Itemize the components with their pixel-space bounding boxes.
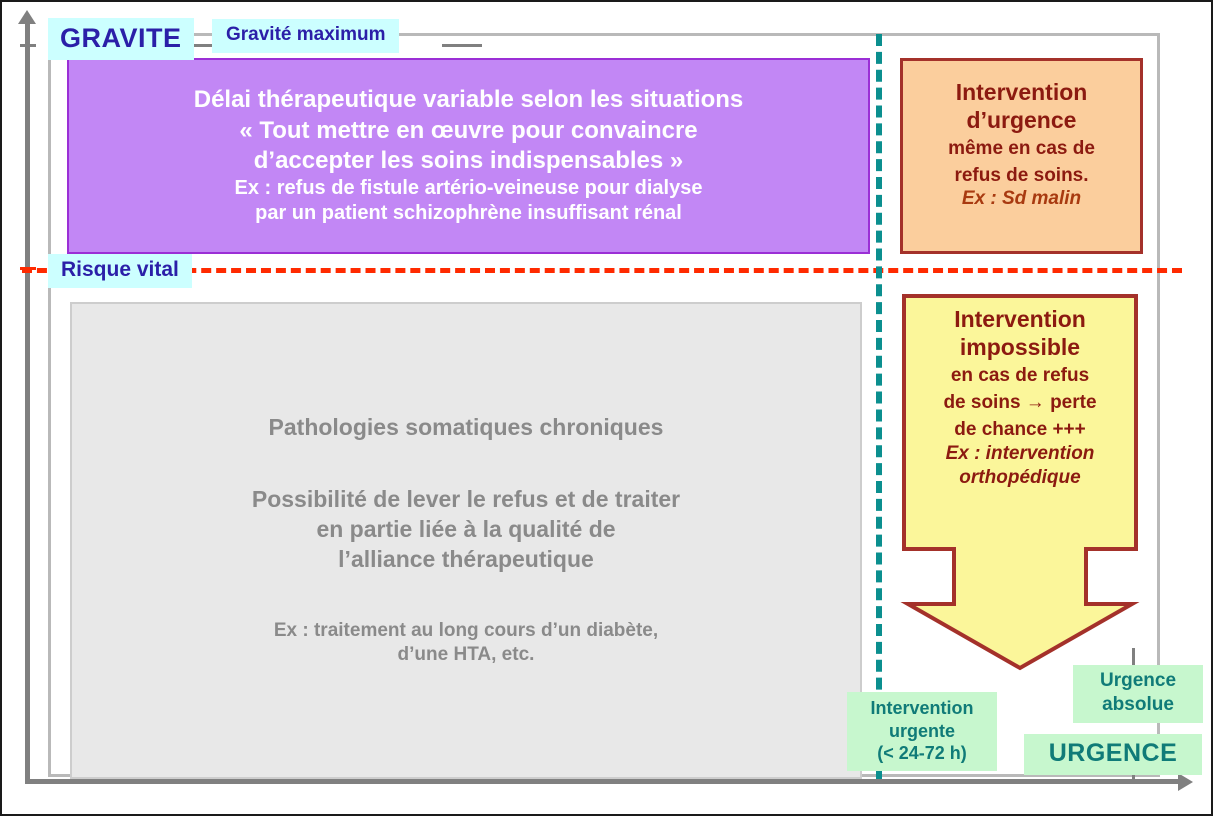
gray-example-line-2: d’une HTA, etc. bbox=[397, 644, 535, 666]
axis-label-risque-vital: Risque vital bbox=[48, 254, 192, 288]
yellow-example-line-2: orthopédique bbox=[959, 466, 1081, 488]
gray-heading: Pathologies somatiques chroniques bbox=[268, 414, 664, 441]
yellow-text-block bbox=[900, 306, 1140, 490]
orange-title-line-2: d’urgence bbox=[966, 106, 1077, 133]
quadrant-top-right bbox=[900, 58, 1143, 254]
gray-body-line-1: Possibilité de lever le refus et de traiter bbox=[251, 485, 681, 512]
intervention-urgente-line-1: Intervention bbox=[870, 698, 974, 718]
intervention-urgente-line-3: (< 24-72 h) bbox=[877, 743, 967, 763]
risque-vital-threshold-line bbox=[22, 268, 1182, 273]
urgence-threshold-line bbox=[876, 34, 882, 779]
gray-body-line-2: en partie liée à la qualité de bbox=[316, 515, 616, 542]
gravity-axis-arrow-icon bbox=[18, 10, 36, 24]
quadrant-bottom-right bbox=[900, 292, 1140, 672]
gravity-axis-line bbox=[25, 22, 30, 782]
orange-example: Ex : Sd malin bbox=[961, 188, 1082, 210]
axis-label-gravite-maximum: Gravité maximum bbox=[212, 19, 399, 53]
quadrant-top-left bbox=[67, 58, 870, 254]
urgence-absolue-line-1: Urgence bbox=[1099, 670, 1177, 691]
orange-title-line-1: Intervention bbox=[955, 79, 1088, 105]
axis-label-urgence-absolue bbox=[1073, 665, 1203, 723]
yellow-example-line-1: Ex : intervention bbox=[945, 443, 1095, 464]
yellow-subtitle-line-2: de soins → perte bbox=[943, 392, 1097, 414]
yellow-title-line-2: impossible bbox=[959, 333, 1081, 360]
axis-label-gravite: GRAVITE bbox=[48, 18, 194, 60]
urgency-axis-arrow-icon bbox=[1178, 773, 1193, 791]
intervention-urgente-line-2: urgente bbox=[888, 720, 955, 741]
top-frame-segment-right bbox=[442, 44, 482, 47]
gray-body-line-3: l’alliance thérapeutique bbox=[338, 545, 594, 572]
urgency-axis-line bbox=[25, 779, 1180, 784]
yellow-title-line-1: Intervention bbox=[954, 306, 1086, 332]
yellow-subtitle-line-3: de chance +++ bbox=[954, 419, 1086, 441]
orange-subtitle-line-1: même en cas de bbox=[948, 138, 1095, 160]
purple-line-3: d’accepter les soins indispensables » bbox=[253, 146, 684, 174]
axis-label-urgence: URGENCE bbox=[1024, 734, 1202, 775]
orange-subtitle-line-2: refus de soins. bbox=[954, 164, 1089, 186]
urgence-absolue-line-2: absolue bbox=[1102, 693, 1174, 715]
purple-line-1: Délai thérapeutique variable selon les situations bbox=[193, 86, 744, 114]
purple-example-line-2: par un patient schizophrène insuffisant rénal bbox=[255, 202, 682, 225]
gray-example-line-1: Ex : traitement au long cours d’un diabète, bbox=[273, 619, 659, 641]
quadrant-bottom-left bbox=[70, 302, 862, 779]
purple-line-2: « Tout mettre en œuvre pour convaincre bbox=[239, 116, 698, 144]
purple-example-line-1: Ex : refus de fistule artério-veineuse pour dialyse bbox=[234, 177, 703, 200]
axis-label-intervention-urgente bbox=[847, 692, 997, 771]
gravity-axis-tick-top bbox=[20, 44, 36, 47]
yellow-subtitle-line-1: en cas de refus bbox=[950, 365, 1090, 387]
